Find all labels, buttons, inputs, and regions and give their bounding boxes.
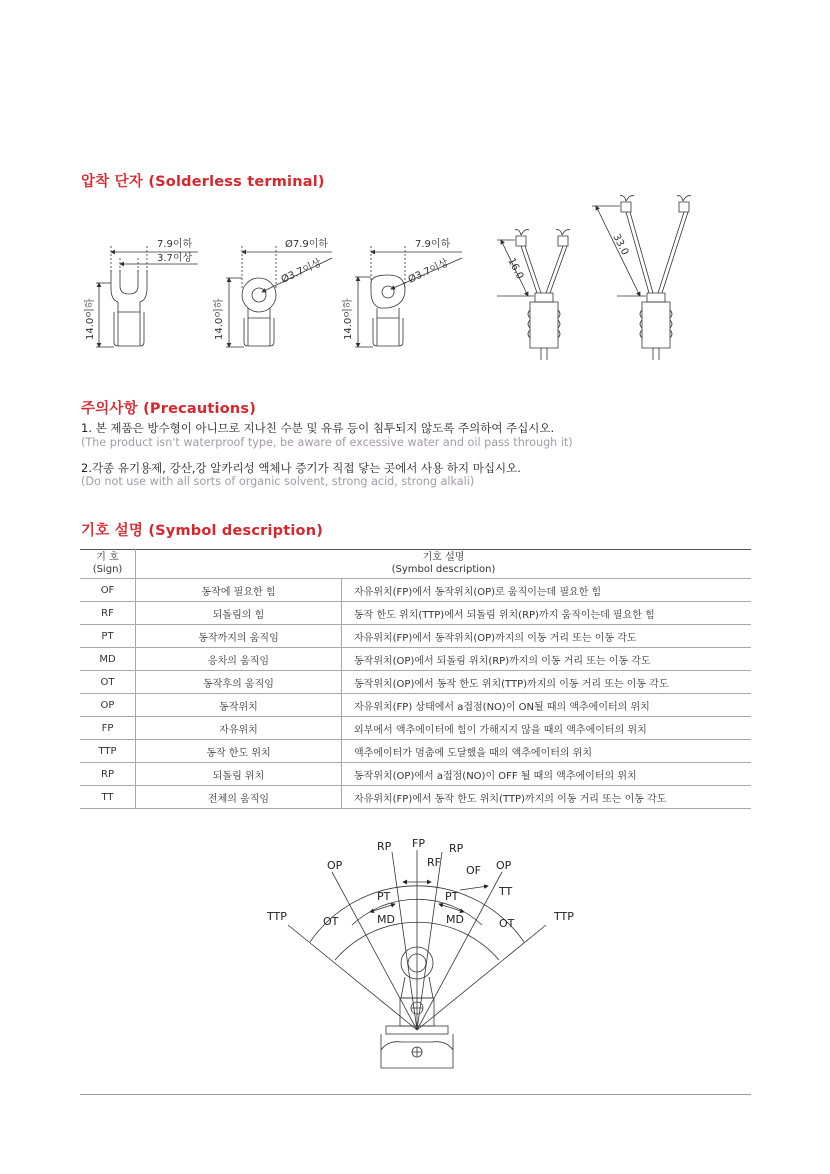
precaution-1-ko: 1. 본 제품은 방수형이 아니므로 지나친 수분 및 유류 등이 침투되지 않도록 주의하여 주십시오. — [81, 421, 555, 435]
label-ot-right: OT — [499, 917, 515, 930]
row-sign: OP — [80, 694, 136, 717]
table-row — [80, 740, 751, 763]
row-name: 전체의 움직임 — [136, 786, 342, 809]
row-name: 되돌림의 힘 — [136, 602, 342, 625]
table-row — [80, 625, 751, 648]
header-sign-ko: 기 호 — [96, 552, 119, 563]
row-sign: PT — [80, 625, 136, 648]
dim-lead-long: 33.0 — [610, 232, 631, 258]
table-row — [80, 786, 751, 809]
header-sign — [80, 550, 136, 579]
table-header-row — [80, 550, 751, 579]
label-op-right: OP — [496, 859, 512, 872]
table-row — [80, 648, 751, 671]
label-md-left: MD — [377, 913, 395, 926]
row-desc: 동작위치(OP)에서 a접점(NO)이 OFF 될 때의 액추에이터의 위치 — [342, 763, 752, 786]
symbol-section-title: 기호 설명 (Symbol description) — [81, 523, 324, 539]
lead-wire-long-drawing — [592, 196, 691, 360]
row-desc: 자유위치(FP)에서 동작위치(OP)까지의 이동 거리 또는 이동 각도 — [342, 625, 752, 648]
label-rp-left: RP — [377, 840, 392, 853]
precaution-2-ko: 2.각종 유기용제, 강산,강 알카리성 액체나 증기가 직접 닿는 곳에서 사용 하지 마십시오. — [81, 461, 521, 475]
label-op-left: OP — [327, 859, 343, 872]
actuator-motion-diagram — [260, 830, 590, 1080]
row-desc: 자유위치(FP) 상태에서 a접점(NO)이 ON될 때의 액추에이터의 위치 — [342, 694, 752, 717]
row-sign: RP — [80, 763, 136, 786]
row-name: 응차의 움직임 — [136, 648, 342, 671]
table-row — [80, 602, 751, 625]
row-desc: 동작위치(OP)에서 동작 한도 위치(TTP)까지의 이동 거리 또는 이동 각도 — [342, 671, 752, 694]
row-name: 동작에 필요한 힘 — [136, 579, 342, 602]
label-tt: TT — [499, 885, 513, 898]
dim-t2-top: Ø7.9이하 — [285, 239, 329, 250]
precaution-2-en: (Do not use with all sorts of organic solvent, strong acid, strong alkali) — [81, 475, 475, 488]
dim-t1-top: 7.9이하 — [157, 239, 193, 250]
dim-t3-height: 14.0이하 — [343, 298, 354, 340]
footer-divider — [80, 1094, 751, 1095]
symbol-table — [80, 549, 751, 809]
table-row — [80, 671, 751, 694]
table-row — [80, 694, 751, 717]
dim-lead-short: 16.0 — [505, 256, 526, 282]
label-fp: FP — [412, 837, 425, 850]
header-desc — [136, 550, 752, 579]
dim-t1-inner: 3.7이상 — [157, 253, 193, 264]
row-sign: MD — [80, 648, 136, 671]
precautions-section-title: 주의사항 (Precautions) — [81, 401, 257, 417]
terminal-drawings — [0, 0, 830, 380]
row-desc: 액추에이터가 멈춤에 도달했을 때의 액추에이터의 위치 — [342, 740, 752, 763]
row-desc: 자유위치(FP)에서 동작위치(OP)로 움직이는데 필요한 힘 — [342, 579, 752, 602]
label-of: OF — [466, 864, 481, 877]
dim-t2-height: 14.0이하 — [214, 298, 225, 340]
header-sign-en: (Sign) — [92, 564, 123, 575]
dim-t1-height: 14.0이하 — [85, 298, 96, 340]
dim-t3-top: 7.9이하 — [415, 239, 451, 250]
row-sign: TTP — [80, 740, 136, 763]
row-name: 자유위치 — [136, 717, 342, 740]
row-sign: FP — [80, 717, 136, 740]
terminal-section-title: 압착 단자 (Solderless terminal) — [81, 174, 325, 190]
header-desc-ko: 기호 설명 — [422, 552, 465, 563]
label-ttp-right: TTP — [554, 910, 574, 923]
dim-t2-inner: Ø3.7이상 — [279, 257, 324, 286]
row-name: 동작 한도 위치 — [136, 740, 342, 763]
row-name: 되돌림 위치 — [136, 763, 342, 786]
row-desc: 외부에서 액추에이터에 힘이 가해지지 않을 때의 액추에이터의 위치 — [342, 717, 752, 740]
row-desc: 동작 한도 위치(TTP)에서 되돌림 위치(RP)까지 움직이는데 필요한 힘 — [342, 602, 752, 625]
row-name: 동작후의 움직임 — [136, 671, 342, 694]
row-name: 동작까지의 움직임 — [136, 625, 342, 648]
row-sign: RF — [80, 602, 136, 625]
label-rp-right: RP — [449, 842, 464, 855]
label-pt-left: PT — [377, 890, 391, 903]
label-ot-left: OT — [323, 915, 339, 928]
header-desc-en: (Symbol description) — [391, 564, 496, 575]
dim-t3-inner: Ø3.7이상 — [406, 257, 451, 286]
table-row — [80, 579, 751, 602]
row-desc: 동작위치(OP)에서 되돌림 위치(RP)까지의 이동 거리 또는 이동 각도 — [342, 648, 752, 671]
label-ttp-left: TTP — [267, 910, 287, 923]
label-md-right: MD — [446, 913, 464, 926]
table-row — [80, 717, 751, 740]
precaution-1-en: (The product isn't waterproof type, be aware of excessive water and oil pass through it) — [81, 436, 573, 449]
row-desc: 자유위치(FP)에서 동작 한도 위치(TTP)까지의 이동 거리 또는 이동 각도 — [342, 786, 752, 809]
row-sign: TT — [80, 786, 136, 809]
row-sign: OF — [80, 579, 136, 602]
row-sign: OT — [80, 671, 136, 694]
row-name: 동작위치 — [136, 694, 342, 717]
table-row — [80, 763, 751, 786]
label-pt-right: PT — [445, 890, 459, 903]
lead-wire-short-drawing — [497, 230, 570, 360]
label-rf: RF — [427, 856, 441, 869]
